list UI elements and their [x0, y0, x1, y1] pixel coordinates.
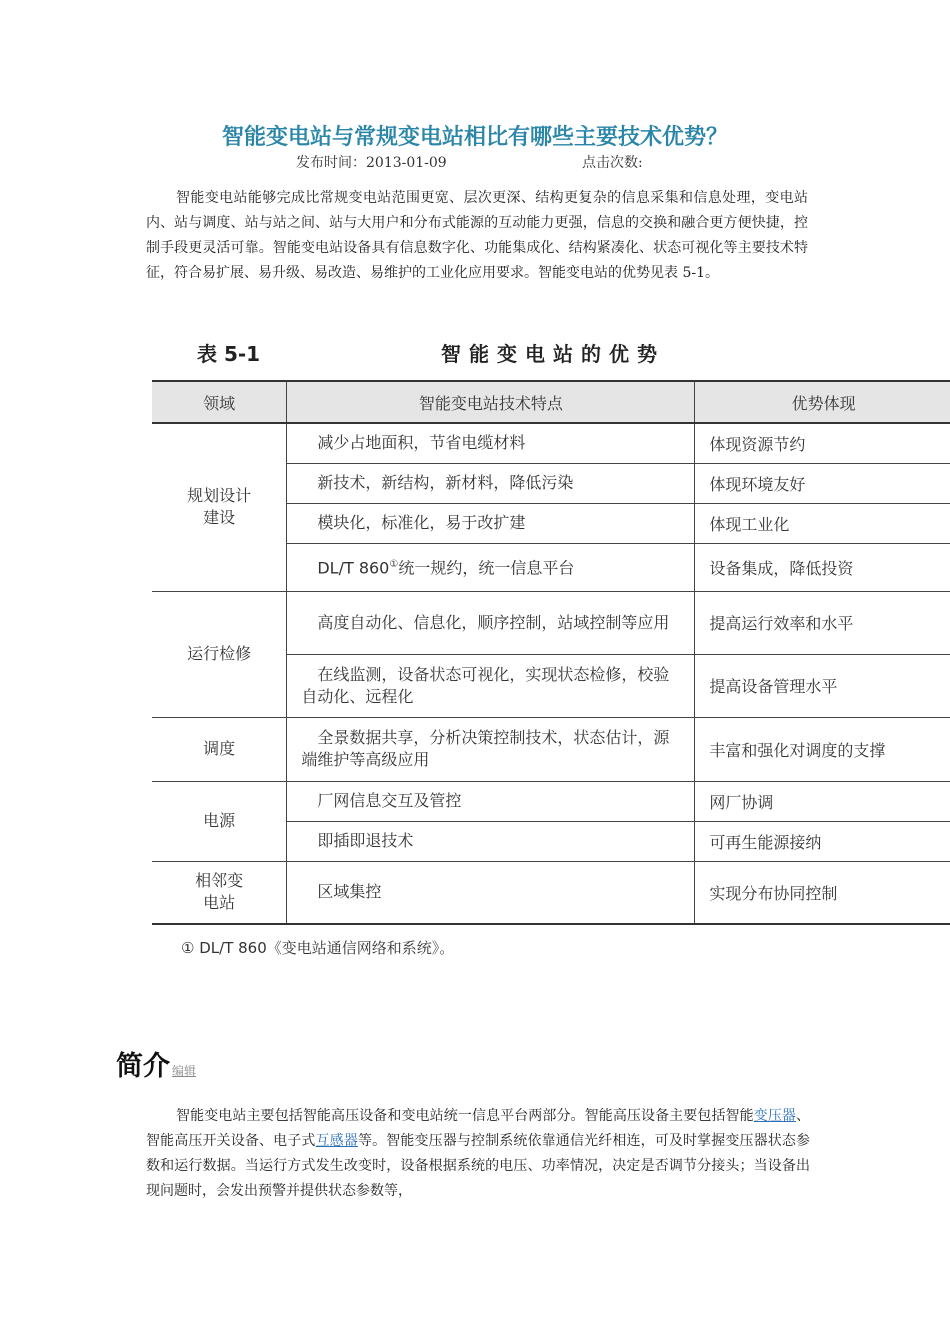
feature-cell: 模块化，标准化，易于改扩建	[287, 503, 695, 543]
area-cell: 相邻变电站	[152, 861, 287, 924]
table-row	[152, 591, 950, 654]
feature-cell: 全景数据共享，分析决策控制技术，状态估计，源端维护等高级应用	[287, 717, 695, 781]
feature-cell: 即插即退技术	[287, 821, 695, 861]
advantage-cell: 设备集成，降低投资	[695, 543, 950, 591]
click-count: 点击次数:	[582, 155, 643, 171]
feature-cell	[287, 543, 695, 591]
advantage-cell: 体现工业化	[695, 503, 950, 543]
header-feature: 智能变电站技术特点	[287, 381, 695, 423]
table-title: 智能变电站的优势	[441, 342, 665, 366]
paragraph-text: 、智能高压开关设备、电子式	[146, 1108, 811, 1149]
article-title: 智能变电站与常规变电站相比有哪些主要技术优势？	[221, 125, 728, 150]
paragraph-text: 等。智能变压器与控制系统依靠通信光纤相连，可及时掌握变压器状态参数和运行数据。当运行方式发生改变时，设备根据系统的电压、功率情况，决定是否调节分接头；当设备出现问题时，会发出预警并提供状态参数等，	[146, 1133, 811, 1199]
publish-time: 发布时间：2013-01-09	[296, 155, 447, 171]
table-header-row	[152, 381, 950, 423]
feature-cell: 在线监测，设备状态可视化，实现状态检修，校验自动化、远程化	[287, 654, 695, 717]
header-area: 领域	[152, 381, 287, 423]
feature-cell: 新技术，新结构，新材料，降低污染	[287, 463, 695, 503]
table-row	[152, 861, 950, 924]
advantage-cell: 提高设备管理水平	[695, 654, 950, 717]
header-advantage: 优势体现	[695, 381, 950, 423]
feature-cell: 高度自动化、信息化，顺序控制，站域控制等应用	[287, 591, 695, 654]
instrument-transformer-link[interactable]: 互感器	[315, 1133, 358, 1149]
feature-cell: 减少占地面积，节省电缆材料	[287, 423, 695, 463]
advantage-cell: 提高运行效率和水平	[695, 591, 950, 654]
section-heading	[116, 1044, 196, 1083]
section-paragraph	[146, 1104, 810, 1204]
feature-cell: 区域集控	[287, 861, 695, 924]
transformer-link[interactable]: 变压器	[753, 1108, 797, 1124]
area-cell: 电源	[152, 781, 287, 861]
advantages-table	[152, 380, 950, 925]
edit-link[interactable]: 编辑	[172, 1064, 197, 1078]
advantage-cell: 网厂协调	[695, 781, 950, 821]
table-row	[152, 717, 950, 781]
paragraph-text: 智能变电站主要包括智能高压设备和变电站统一信息平台两部分。智能高压设备主要包括智能	[176, 1108, 754, 1124]
area-cell: 调度	[152, 717, 287, 781]
advantage-cell: 可再生能源接纳	[695, 821, 950, 861]
feature-cell: 厂网信息交互及管控	[287, 781, 695, 821]
section-title: 简介	[116, 1051, 170, 1082]
standard-code: DL/T 860	[317, 558, 390, 578]
area-cell: 运行检修	[152, 591, 287, 717]
advantage-cell: 实现分布协同控制	[695, 861, 950, 924]
table-row	[152, 423, 950, 463]
table-number: 表 5-1	[197, 342, 261, 366]
advantage-cell: 丰富和强化对调度的支撑	[695, 717, 950, 781]
area-cell: 规划设计建设	[152, 423, 287, 591]
intro-paragraph: 智能变电站能够完成比常规变电站范围更宽、层次更深、结构更复杂的信息采集和信息处理，变电站内、站与调度、站与站之间、站与大用户和分布式能源的互动能力更强，信息的交换和融合更方便快捷，控制手段更灵活可靠。智能变电站设备具有信息数字化、功能集成化、结构紧凑化、状态可视化等主要技术特征，符合易扩展、易升级、易改造、易维护的工业化应用要求。智能变电站的优势见表 5-1。	[146, 190, 808, 281]
advantage-cell: 体现资源节约	[695, 423, 950, 463]
advantage-cell: 体现环境友好	[695, 463, 950, 503]
table-row	[152, 781, 950, 821]
table-footnote: ① DL/T 860《变电站通信网络和系统》。	[181, 939, 455, 957]
footnote-mark: ①	[389, 559, 399, 571]
feature-text: 统一规约，统一信息平台	[398, 558, 575, 578]
